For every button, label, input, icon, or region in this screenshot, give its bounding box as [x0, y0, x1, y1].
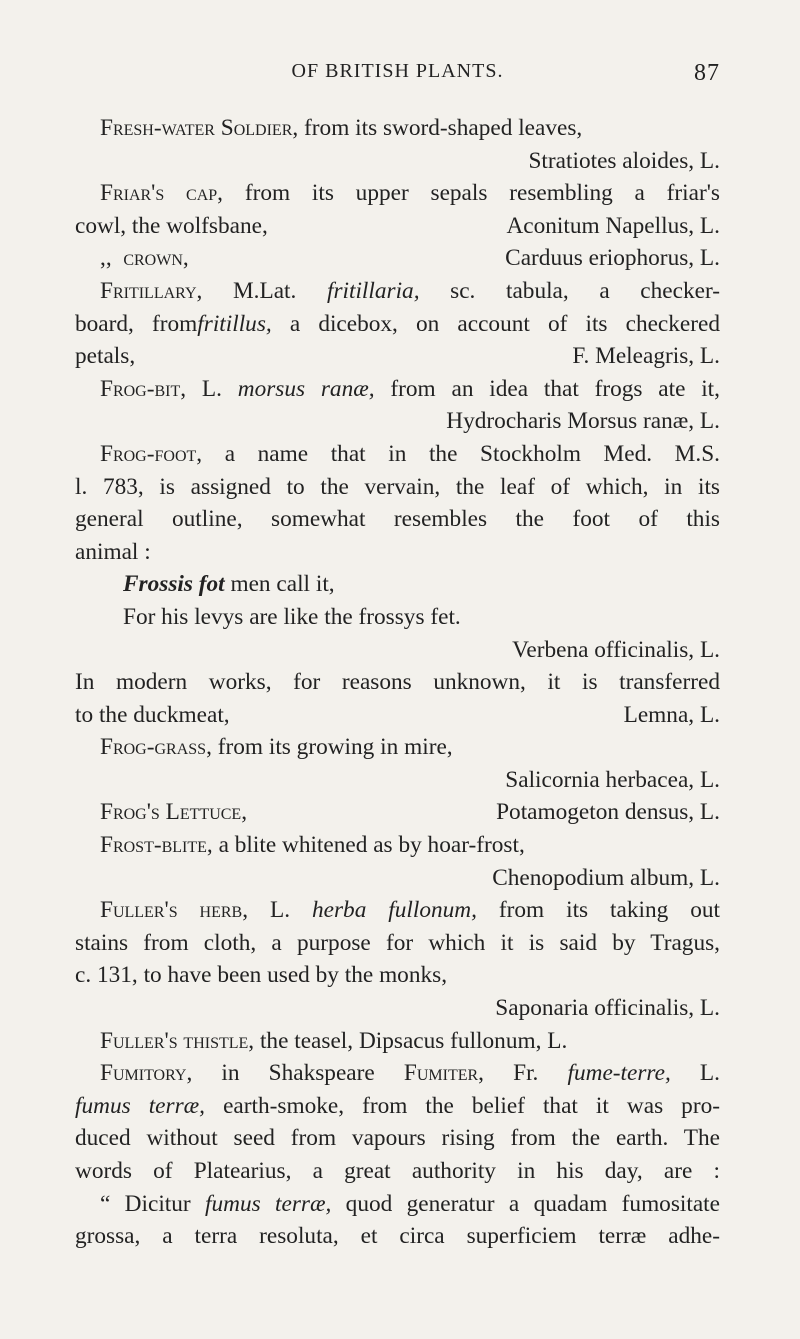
entry-text: earth-smoke, from the belief that it was pro-	[223, 1092, 720, 1119]
entry-frog-foot	[75, 438, 720, 471]
entry-text-italic: herba fullonum,	[311, 897, 477, 924]
entry-fritillary	[75, 275, 720, 308]
entry-text: to the duckmeat,	[75, 701, 230, 728]
entry-line	[75, 308, 720, 341]
headword: Frog's Lettuce,	[100, 799, 248, 826]
entry-text-italic: fume-terre,	[567, 1060, 671, 1087]
entry-text: L.	[269, 897, 291, 924]
entry-text: a dicebox, on account of its checkered	[289, 310, 721, 337]
entry-frog-grass	[75, 731, 720, 764]
entry-line: words of Platearius, a great authority in his day, are :	[75, 1158, 720, 1184]
entry-friars-cap	[75, 177, 720, 210]
entry-line: duced without seed from vapours rising from the earth. The	[75, 1125, 720, 1152]
entry-text: M.Lat.	[232, 277, 297, 304]
entry-text: Fr.	[513, 1060, 539, 1087]
entry-fullers-thistle	[75, 1025, 720, 1058]
latin-name: Dipsacus fullonum, L.	[358, 1027, 568, 1054]
entry-text: the teasel,	[259, 1027, 354, 1054]
entry-text: in Shakspeare	[221, 1060, 375, 1087]
entry-fumitory	[75, 1057, 720, 1090]
entry-frogs-lettuce	[75, 796, 720, 829]
entry-line	[75, 1090, 720, 1123]
page-body	[75, 112, 720, 1253]
entry-text: L.	[201, 375, 222, 402]
latin-name: Hydrocharis Morsus ranæ, L.	[446, 408, 720, 435]
verse-text: men call it,	[230, 571, 335, 598]
quote-text-italic: fumus terræ,	[205, 1190, 332, 1217]
entry-fullers-herb	[75, 894, 720, 927]
entry-text: from its upper sepals resembling a friar's	[244, 180, 720, 207]
headword: Frost-blite,	[100, 832, 213, 859]
entry-frost-blite	[75, 829, 720, 862]
headword: Fuller's herb,	[100, 897, 249, 924]
latin-name: Aconitum Napellus, L.	[506, 212, 720, 239]
entry-text-italic: morsus ranæ,	[237, 375, 375, 402]
latin-name: Salicornia herbacea, L.	[505, 766, 720, 793]
entry-text: sc. tabula, a checker-	[450, 277, 720, 304]
headword: Frog-grass,	[100, 734, 212, 761]
latin-name: F. Meleagris, L.	[572, 343, 720, 370]
entry-text-italic: fritillaria,	[326, 277, 420, 304]
entry-fresh-water-soldier	[75, 112, 720, 145]
latin-name: Stratiotes aloides, L.	[528, 147, 720, 174]
entry-text: cowl, the wolfsbane,	[75, 212, 268, 239]
entry-text: from an idea that frogs ate it,	[390, 375, 720, 402]
entry-text: board, from	[75, 310, 198, 337]
entry-text: a blite whitened as by hoar-frost,	[218, 832, 525, 859]
headword: Friar's cap,	[100, 180, 224, 207]
entry-line: l. 783, is assigned to the vervain, the leaf of which, in its	[75, 473, 720, 500]
verse-emphasis: Frossis fot	[123, 571, 225, 598]
entry-line: animal :	[75, 538, 151, 565]
entry-text: from its taking out	[498, 897, 720, 924]
headword: Frog-foot,	[100, 440, 203, 467]
entry-text-italic: fritillus,	[197, 310, 272, 337]
entry-line	[75, 1188, 720, 1221]
entry-text-italic: fumus terræ,	[75, 1092, 206, 1119]
headword: Fritillary,	[100, 277, 203, 304]
entry-text: petals,	[75, 343, 136, 370]
entry-text: from its growing in mire,	[217, 734, 453, 761]
running-title: OF BRITISH PLANTS.	[291, 60, 504, 82]
running-header	[75, 60, 720, 90]
headword: crown,	[123, 245, 189, 272]
verse-line: For his levys are like the frossys fet.	[123, 603, 461, 630]
headword-variant: Fumiter,	[403, 1060, 484, 1087]
quote-text: quod generatur a quadam fumositate	[345, 1190, 720, 1217]
headword: Frog-bit,	[100, 375, 187, 402]
entry-frog-bit	[75, 373, 720, 406]
latin-name: Chenopodium album, L.	[492, 864, 720, 891]
headword: Fresh-water Soldier,	[100, 115, 299, 141]
page-number: 87	[694, 60, 720, 86]
latin-name: Lemna, L.	[623, 701, 720, 728]
entry-line: c. 131, to have been used by the monks,	[75, 962, 448, 989]
entry-line: In modern works, for reasons unknown, it is transferred	[75, 669, 720, 696]
headword: Fumitory,	[100, 1060, 193, 1087]
entry-line: stains from cloth, a purpose for which it is said by Tragus,	[75, 929, 720, 956]
latin-name: Saponaria officinalis, L.	[495, 995, 720, 1022]
headword: Fuller's thistle,	[100, 1027, 255, 1054]
entry-text: a name that in the Stockholm Med. M.S.	[224, 440, 720, 467]
quote-text: “ Dicitur	[100, 1190, 191, 1217]
entry-line	[75, 210, 720, 243]
ditto-mark: ,,	[100, 245, 112, 272]
entry-line	[75, 699, 720, 732]
entry-text: from its sword-shaped leaves,	[304, 115, 583, 141]
latin-name: Carduus eriophorus, L.	[505, 245, 720, 272]
entry-line: grossa, a terra resoluta, et circa superficiem terræ adhe-	[75, 1223, 720, 1250]
latin-name: Potamogeton densus, L.	[496, 799, 720, 826]
entry-text: L.	[699, 1060, 720, 1087]
verse-line	[75, 568, 720, 601]
latin-name: Verbena officinalis, L.	[512, 636, 720, 663]
entry-line	[75, 340, 720, 373]
entry-line: general outline, somewhat resembles the foot of this	[75, 506, 720, 533]
entry-crown	[75, 242, 720, 275]
